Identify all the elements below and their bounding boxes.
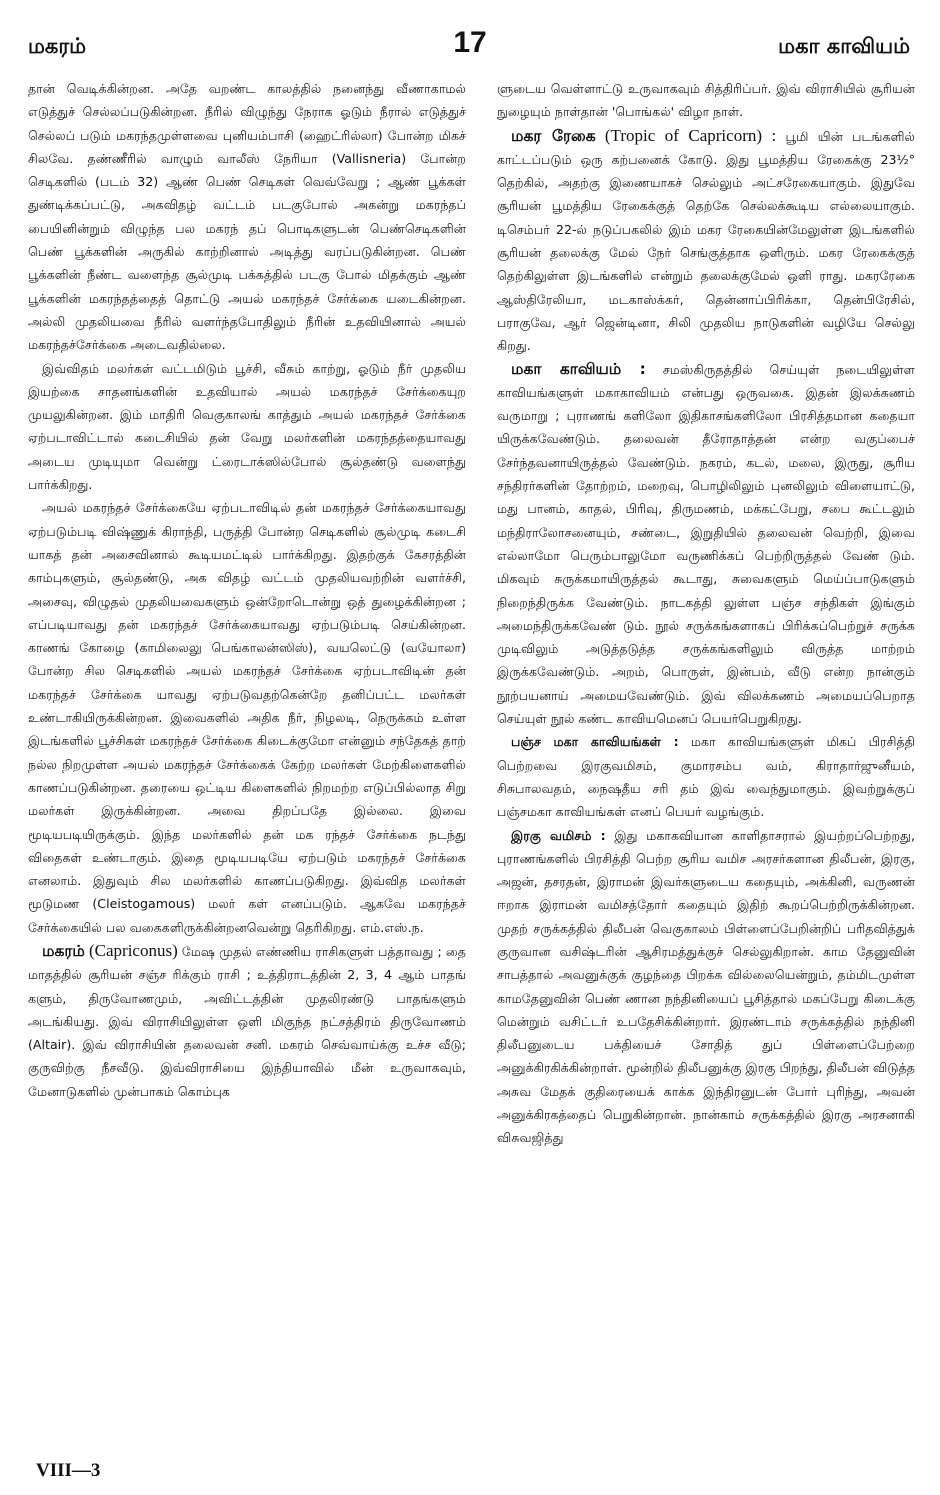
entry-headword: மகரம் [42,941,85,960]
entry-headword: மகர ரேகை [511,126,596,145]
page-number: 17 [453,26,487,59]
entry-body: சமஸ்கிருதத்தில் செய்யுள் நடையிலுள்ள காவியங்களுள் மகாகாவியம் என்பது ஒருவகை. இதன் இலக்கணம் வருமாறு ; புராணங் களிலோ இதிகாசங்களிலோ பிரசித்தமான கதையா யிருக்கவேண்டும். தலைவன் தீரோதாத்தன் என்ற வகுப்பைச் சேர்ந்தவனாயிருத்தல் வேண்டும். நகரம், கடல், மலை, இருது, சூரிய சந்திரர்களின் தோற்றம், மறைவு, பொழிலிலும் புனலிலும் விளையாட்டு, மது பானம், காதல், பிரிவு, திருமணம், மக்கட்பேறு, சபை கூட்டலும் மந்திராலோசனையும், சண்டை, இறுதியில் தலைவன் வெற்றி, இவை எல்லாமோ பெரும்பாலுமோ வருணிக்கப் பெற்றிருத்தல் வேண் டும். மிகவும் சுருக்கமாயிருத்தல் கூடாது, சுவைகளும் மெய்ப்பாடுகளும் நிறைந்திருக்க வேண்டும். நாடகத்தி லுள்ள பஞ்ச சந்திகள் இங்கும் அமைந்திருக்கவேண் டும். நூல் சருக்கங்களாகப் பிரிக்கப்பெற்றுச் சருக்க முடிவிலும் அடுத்தடுத்த சருக்கங்களிலும் விருத்த மாற்றம் இருக்கவேண்டும். அறம், பொருள், இன்பம், வீடு என்ற நான்கும் நூற்பயனாய் அமையவேண்டும். இவ் விலக்கணம் அமையப்பெறாத செய்யுள் நூல் கண்ட காவியமெனப் பெயர்பெறுகிறது. [497,361,915,727]
entry-body: மேஷ முதல் எண்ணிய ராசிகளுள் பத்தாவது ; தை மாதத்தில் சூரியன் சஞ்ச ரிக்கும் ராசி ; உத்திராடத்தின் 2, 3, 4 ஆம் பாதங் களும், திருவோணமும், அவிட்டத்தின் முதலிரண்டு பாதங்களும் அடங்கியது. இவ் விராசியிலுள்ள ஒளி மிகுந்த நட்சத்திரம் திருவோணம் (Altair). இவ் விராசியின் தலைவன் சனி. மகரம் செவ்வாய்க்கு உச்ச வீடு; குருவிற்கு நீசவீடு. இவ்விராசியை இந்தியாவில் மீன் உருவாகவும், மேனாடுகளில் முன்பாகம் கொம்புக [28,943,466,1099]
entry-maha-kaviyam [497,358,915,731]
paragraph: ளுடைய வெள்ளாட்டு உருவாகவும் சித்திரிப்பர். இவ் விராசியில் சூரியன் நுழையும் நாள்தான் 'பொங்கல்' விழா நாள். [497,81,915,120]
running-head-left: மகரம் [28,34,87,58]
running-head-right: மகா காவியம் [778,34,910,58]
right-column [497,77,915,1457]
page-header [0,0,940,68]
left-column [28,77,466,1457]
subentry-body: இது மகாகவியான காளிதாசரால் இயற்றப்பெற்றது, புராணங்களில் பிரசித்தி பெற்ற சூரிய வமிச அரசர்களான திலீபன், இரகு, அஜன், தசரதன், இராமன் இவர்களுடைய கதையும், அக்கினி, வருணன் ஈறாக இராமன் வமிசத்தோர் கதையும் இதிற் கூறப்பெற்றிருக்கின்றன. முதற் சருக்கத்தில் திலீபன் வெகுகாலம் பிள்ளைப்பேறின்றிப் பரிதவித்துக் குருவான வசிஷ்டரின் ஆசிரமத்துக்குச் செல்லுகிறான். காம தேனுவின் சாபத்தால் அவனுக்குக் குழந்தை பிறக்க வில்லையென்றும், தம்மிடமுள்ள காமதேனுவின் பெண் ணான நந்தினியைப் பூசித்தால் மகப்பேறு கிடைக்கு மென்றும் வசிட்டர் உபதேசிக்கின்றார். இரண்டாம் சருக்கத்தில் நந்தினி திலீபனுடைய பக்தியைச் சோதித் துப் பிள்ளைப்பேற்றை அனுக்கிரகிக்கின்றாள். மூன்றில் திலீபனுக்கு இரகு பிறந்து, திலீபன் விடுத்த அசுவ மேதக் குதிரையைக் காக்க இந்திரனுடன் போர் புரிந்து, அவன் அனுக்கிரகத்தைப் பெறுகின்றான். நான்காம் சருக்கத்தில் இரகு அரசனாகி விசுவஜித்து [497,827,915,1146]
paragraph: இவ்விதம் மலர்கள் வட்டமிடும் பூச்சி, வீசும் காற்று, ஓடும் நீர் முதலிய இயற்கை சாதனங்களின் உதவியால் அயல் மகரந்தச் சேர்க்கையுற முயலுகின்றன. இம் மாதிரி வெகுகாலங் காத்தும் அயல் மகரந்தச் சேர்க்கை ஏற்படாவிட்டால் கடைசியில் தன் வேறு மலர்களின் மகரந்தத்தையாவது அடைய முடியுமா வென்று ட்ரைடாக்ஸில்போல் சூல்தண்டு வளைந்து பார்க்கிறது. [28,360,466,493]
subentry-heading: பஞ்ச மகா காவியங்கள் : [511,734,679,750]
entry-body: பூமி யின் படங்களில் காட்டப்படும் ஒரு கற்பனைக் கோடு. இது பூமத்திய ரேகைக்கு 23½° தெற்கில், அதற்கு இணையாகச் செல்லும் அட்சரேகையாகும். இதுவே சூரியன் பூமத்திய ரேகைக்குத் தெற்கே செல்லக்கூடிய எல்லையாகும். டிசெம்பர் 22-ல் நடுப்பகலில் இம் மகர ரேகையின்மேலுள்ள இடங்களில் சூரியன் தலைக்கு மேல் நேர் செங்குத்தாக ஒளிரும். மகர ரேகைக்குத் தெற்கிலுள்ள இடங்களில் என்றும் தலைக்குமேல் ஒளி ராது. மகரரேகை ஆஸ்திரேலியா, மடகாஸ்க்கர், தென்னாப்பிரிக்கா, தென்பிரேசில், பராகுவே, ஆர் ஜென்டினா, சிலி முதலிய நாடுகளின் வழியே செல்லு கிறது. [497,128,915,354]
paragraph: அயல் மகரந்தச் சேர்க்கையே ஏற்படாவிடில் தன் மகரந்தச் சேர்க்கையாவது ஏற்படும்படி விஷ்ணுக் கிராந்தி, பருத்தி போன்ற செடிகளில் சூல்முடி கடைசி யாகத் தன் அசைவினால் கூடியமட்டில் பார்க்கிறது. இதற்குக் கேசரத்தின் காம்புகளும், சூல்தண்டு, அக விதழ் வட்டம் முதலியவற்றின் வளர்ச்சி, அசைவு, விழுதல் முதலியவைகளும் ஒன்றோடொன்று ஒத் துழைக்கின்றன ; எப்படியாவது தன் மகரந்தச் சேர்க்கையாவது ஏற்படும்படி செய்கின்றன. காணங் கோழை (காமிலைலு பெங்காலன்ஸிஸ்), வயலெட்டு (வயோலா) போன்ற சில செடிகளில் அயல் மகரந்தச் சேர்க்கை ஏற்படாவிடின் தன் மகரந்தச் சேர்க்கை யாவது ஏற்படுவதற்கென்றே தனிப்பட்ட மலர்கள் உண்டாகியிருக்கின்றன. இவைகளில் அதிக நீர், நிழலடி, நெருக்கம் உள்ள இடங்களில் பூச்சிகள் மகரந்தச் சேர்க்கை கிடைக்குமோ என்னும் சந்தேகத் தாற் நல்ல நிறமுள்ள அயல் மகரந்தச் சேர்க்கைக் கேற்ற மலர்கள் மேற்கிளைகளில் காணப்படுகின்றன. தரையை ஒட்டிய கிளைகளில் நிறமற்ற எடுப்பில்லாத சிறு மலர்கள் இருக்கின்றன. அவை திறப்பதே இல்லை. இவை மூடியபடியிருக்கும். இந்த மலர்களில் தன் மக ரந்தச் சேர்க்கை நடந்து விதைகள் உண்டாகும். இதை மூடியபடியே ஏற்படும் மகரந்தச் சேர்க்கை எனலாம். இதுவும் சில மலர்களில் காணப்படுகிறது. இவ்வித மலர்கள் மூடுமண (Cleistogamous) மலர் கள் எனப்படும். ஆகவே மகரந்தச் சேர்க்கையில் பல வகைகளிருக்கின்றனவென்று தெரிகிறது. எம்.எஸ்.ந. [28,500,466,935]
signature-mark: VIII—3 [36,1460,101,1481]
entry-makara-rekai [497,124,915,358]
entry-headword: மகா காவியம் : [511,359,646,378]
subentry-pancha-maha-kaviyangal [497,730,915,823]
paragraph: தான் வெடிக்கின்றன. அதே வறண்ட காலத்தில் நனைந்து வீணாகாமல் எடுத்துச் செல்லப்படுகின்றன. நீரில் விழுந்து நேராக ஓடும் நீரால் எடுத்துச் செல்லப் படும் மகரந்தமுள்ளவை புனியம்பாசி (ஹைட்ரில்லா) போன்ற மிகச் சிலவே. தண்ணீரில் வாழும் வாலீஸ் நேரியா (Vallisneria) போன்ற செடிகளில் (படம் 32) ஆண் பெண் செடிகள் வெவ்வேறு ; ஆண் பூக்கள் துண்டிக்கப்பட்டு, அகவிதழ் வட்டம் படகுபோல் அகன்று மகரந்தப் பையினின்றும் விழுந்த பல மகரந் தப் பொடிகளுடன் பெண்செடிகளின் பெண் பூக்களின் அருகில் காற்றினால் அடித்து வரப்படுகின்றன. பெண் பூக்களின் நீண்ட வளைந்த சூல்முடி பக்கத்தில் படகு போல் மிதக்கும் ஆண் பூக்களின் மகரந்தத்தைத் தொட்டு அயல் மகரந்தச் சேர்க்கை யடைகின்றன. அல்லி முதலியவை நீரில் வளர்ந்தபோதிலும் நீரின் உதவியினால் அயல் மகரந்தச்சேர்க்கை அடைவதில்லை. [28,81,466,353]
subentry-body: மகா காவியங்களுள் மிகப் பிரசித்தி பெற்றவை இரகுவமிசம், குமாரசம்ப வம், கிராதார்ஜுனீயம், சிசுபாலவதம், நைஷதீய சரி தம் இவ் வைந்துமாகும். இவற்றுக்குப் பஞ்சமகா காவியங்கள் எனப் பெயர் வழங்கும். [497,734,915,820]
subentry-iraku-vamisam [497,824,915,1150]
entry-english-term: (Capriconus) [88,940,178,960]
entry-english-term: (Tropic of Capricorn) : [604,125,777,145]
entry-makaram [28,939,466,1103]
subentry-heading: இரகு வமிசம் : [511,827,606,843]
